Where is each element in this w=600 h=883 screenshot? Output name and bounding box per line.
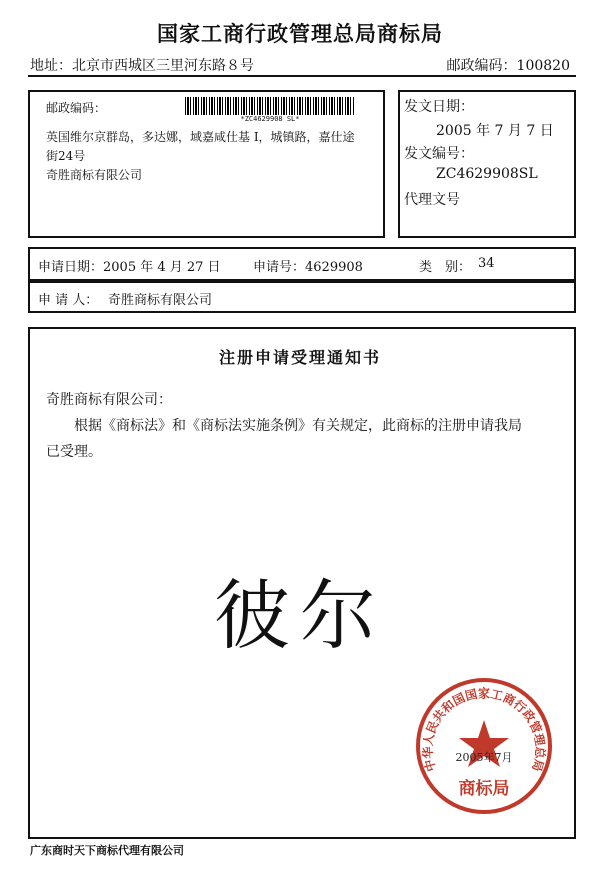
agent-reference-label: 代理文号 [404, 192, 460, 208]
barcode-text: *ZC4629908 SL* [240, 115, 300, 123]
trademark-text: 彼尔 [214, 571, 386, 660]
applicant-label: 申 请 人： [38, 293, 99, 308]
agent-footer: 广东商时天下商标代理有限公司 [30, 844, 184, 857]
application-date: 申请日期：2005 年 4 月 27 日 [38, 260, 221, 275]
class-value: 34 [478, 256, 495, 271]
notice-body-line-2: 已受理。 [46, 444, 102, 460]
notice-title: 注册申请受理通知书 [218, 348, 381, 367]
dispatch-date-value: 2005 年 7 月 7 日 [436, 123, 554, 139]
address-line-2: 街24号 [46, 149, 86, 163]
notice-salutation: 奇胜商标有限公司： [46, 392, 172, 408]
dispatch-date-label: 发文日期： [404, 99, 474, 115]
notice-body-line-1: 根据《商标法》和《商标法实施条例》有关规定，此商标的注册申请我局 [74, 418, 522, 434]
class-label: 类 别： [419, 260, 472, 275]
postcode-label: 邮政编码： [46, 101, 107, 115]
seal-date: 2005年7月 [455, 751, 513, 764]
office-postcode: 邮政编码：100820 [446, 58, 570, 74]
document-title: 国家工商行政管理总局商标局 [157, 21, 443, 46]
application-number: 申请号：4629908 [253, 260, 363, 275]
office-address: 地址：北京市西城区三里河东路８号 [30, 58, 254, 74]
dispatch-number-value: ZC4629908SL [436, 166, 538, 182]
dispatch-number-label: 发文编号： [404, 146, 474, 162]
seal-center-text: 商标局 [458, 779, 510, 799]
header-rule [28, 75, 576, 77]
seal-ring-text: 中华人民共和国国家工商行政管理总局 [420, 686, 548, 774]
address-line-1: 英国维尔京群岛，多达娜，域嘉咸仕基 I，城镇路，嘉仕途 [46, 130, 355, 144]
applicant-value: 奇胜商标有限公司 [108, 293, 213, 308]
recipient-name: 奇胜商标有限公司 [46, 168, 143, 182]
official-seal [415, 677, 553, 815]
barcode [185, 97, 355, 115]
